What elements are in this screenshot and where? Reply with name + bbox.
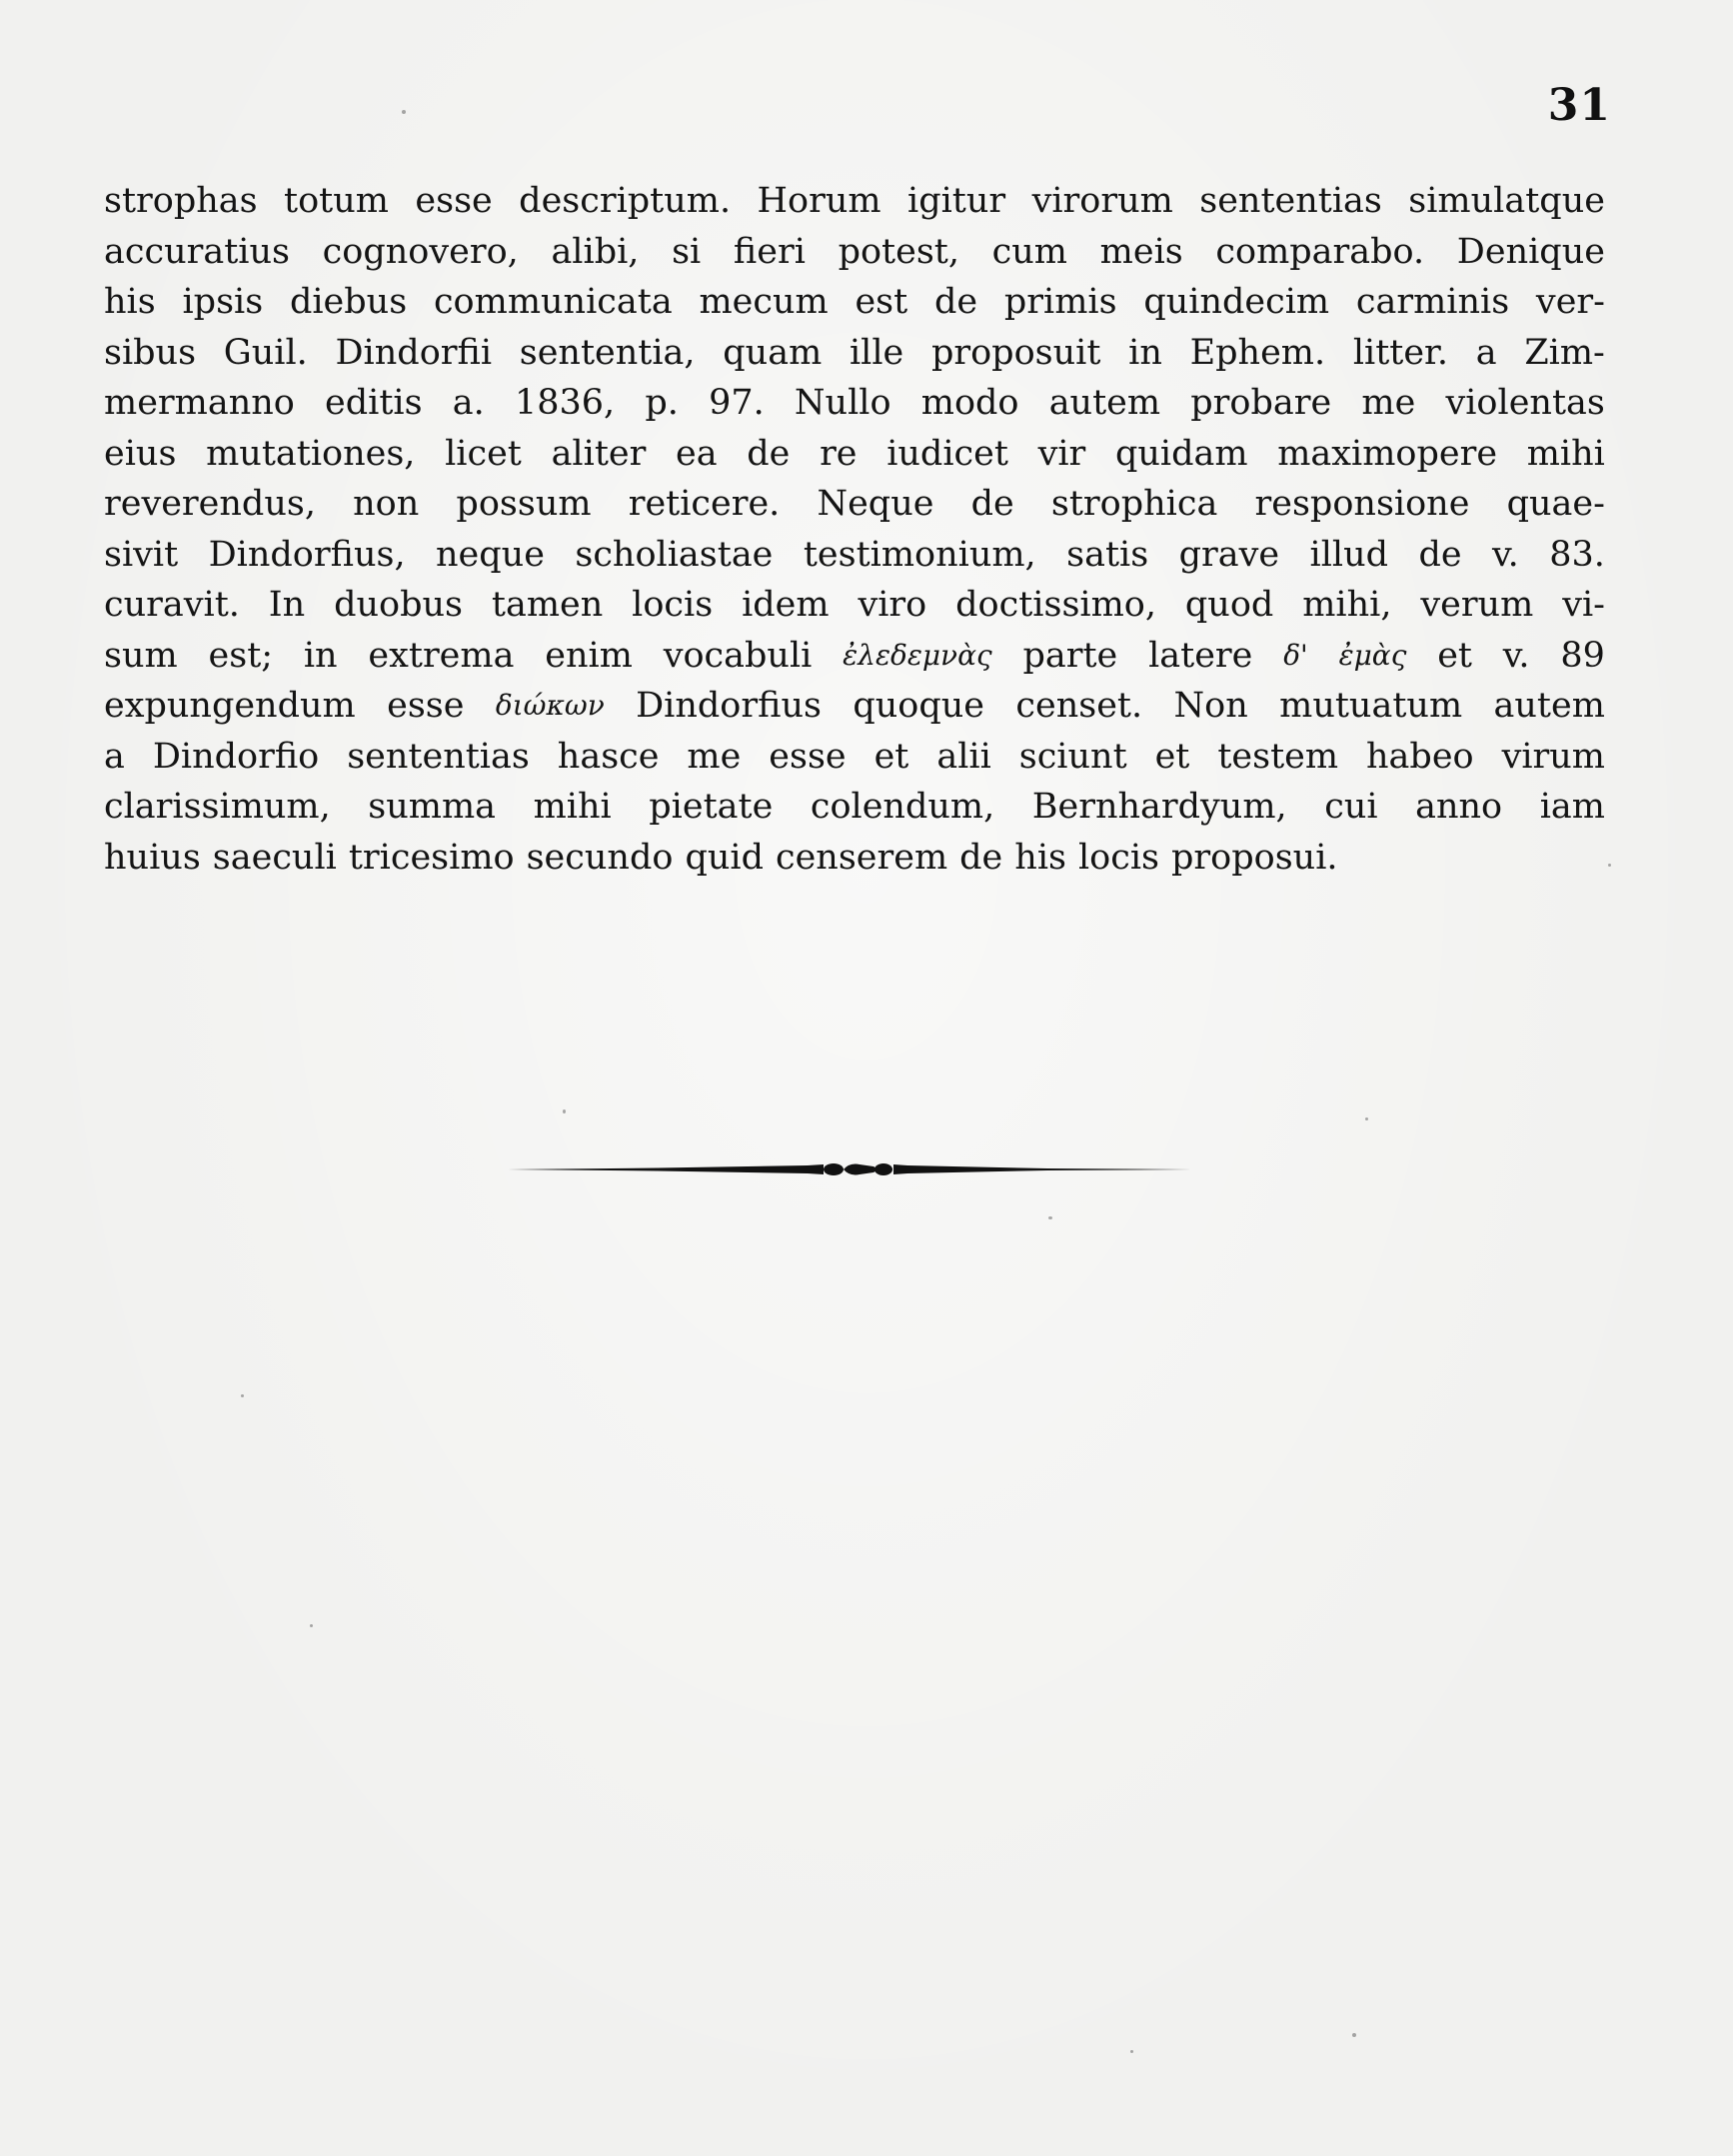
word: strophica — [1050, 484, 1218, 524]
word: locis — [1077, 837, 1160, 878]
word: violentas — [1445, 383, 1605, 423]
text-line — [104, 277, 1605, 328]
text-line — [104, 833, 1605, 884]
word: esse — [769, 736, 847, 777]
word: ἐλεδεμνὰς — [843, 638, 992, 672]
text-line — [104, 328, 1605, 379]
word: 97. — [709, 383, 765, 423]
word: cum — [991, 231, 1067, 272]
word: responsione — [1254, 484, 1470, 524]
word: de — [1418, 534, 1462, 575]
word: quid — [685, 837, 764, 878]
word: Denique — [1456, 231, 1605, 272]
word: huius — [104, 837, 201, 878]
word: possum — [456, 484, 592, 524]
word: ἐμὰς — [1338, 638, 1407, 672]
word: iam — [1539, 787, 1605, 827]
word: litter. — [1352, 332, 1449, 373]
word: sivit — [104, 534, 179, 575]
word: me — [687, 736, 742, 777]
text-line — [104, 631, 1605, 682]
word: sententias — [1199, 181, 1382, 221]
word: strophas — [104, 181, 258, 221]
word: anno — [1415, 787, 1503, 827]
word: non — [353, 484, 420, 524]
word: est; — [208, 635, 274, 676]
word: vocabuli — [663, 635, 813, 676]
word: Guil. — [223, 332, 308, 373]
word: re — [820, 433, 858, 474]
word: tricesimo — [348, 837, 515, 878]
word: de — [933, 282, 978, 322]
word: censet. — [1015, 686, 1143, 726]
word: extrema — [368, 635, 515, 676]
word: sibus — [104, 332, 197, 373]
word: primis — [1003, 282, 1117, 322]
word: esse — [387, 686, 465, 726]
word: licet — [445, 433, 522, 474]
word: sciunt — [1018, 736, 1127, 777]
word: et — [873, 736, 909, 777]
word: locis — [632, 585, 714, 625]
text-line — [104, 732, 1605, 783]
word: enim — [545, 635, 633, 676]
word: duobus — [334, 585, 463, 625]
word: autem — [1048, 383, 1161, 423]
word: expungendum — [104, 686, 356, 726]
word: διώκων — [495, 689, 605, 722]
word: hasce — [557, 736, 660, 777]
word: pietate — [649, 787, 774, 827]
word: Ephem. — [1189, 332, 1326, 373]
word: virorum — [1031, 181, 1173, 221]
word: δ' — [1283, 638, 1308, 672]
word: In — [268, 585, 306, 625]
word: tamen — [491, 585, 604, 625]
word: mihi — [1526, 433, 1605, 474]
word: saeculi — [212, 837, 337, 878]
word: quod — [1184, 585, 1274, 625]
word: modo — [920, 383, 1019, 423]
word: scholiastae — [575, 534, 774, 575]
word: ille — [849, 332, 904, 373]
word: virum — [1501, 736, 1605, 777]
word: mihi — [533, 787, 612, 827]
word: carminis — [1355, 282, 1510, 322]
word: quam — [723, 332, 823, 373]
text-line — [104, 227, 1605, 278]
word: comparabo. — [1215, 231, 1425, 272]
word: et — [1154, 736, 1190, 777]
word: grave — [1178, 534, 1280, 575]
page-number: 31 — [1547, 80, 1611, 131]
text-line — [104, 782, 1605, 833]
word: idem — [742, 585, 830, 625]
text-line — [104, 530, 1605, 581]
word: vir — [1037, 433, 1086, 474]
word: mecum — [699, 282, 829, 322]
word: mihi, — [1302, 585, 1392, 625]
word: Dindorfii — [335, 332, 493, 373]
word: sententia, — [519, 332, 696, 373]
word: cui — [1324, 787, 1378, 827]
word: mutuatum — [1279, 686, 1463, 726]
word: Zim- — [1524, 332, 1605, 373]
word: testem — [1217, 736, 1339, 777]
word: aliter — [551, 433, 647, 474]
word: colendum, — [810, 787, 995, 827]
word: Neque — [817, 484, 934, 524]
word: 89 — [1560, 635, 1605, 676]
word: latere — [1148, 635, 1253, 676]
text-line — [104, 580, 1605, 631]
word: parte — [1022, 635, 1118, 676]
word: meis — [1099, 231, 1183, 272]
word: accuratius — [104, 231, 290, 272]
word: sententias — [347, 736, 530, 777]
word: iudicet — [886, 433, 1008, 474]
word: Nullo — [794, 383, 891, 423]
word: editis — [325, 383, 423, 423]
word: v. — [1502, 635, 1530, 676]
word: alibi, — [551, 231, 640, 272]
word: fieri — [733, 231, 806, 272]
text-line — [104, 681, 1605, 732]
word: Non — [1173, 686, 1248, 726]
word: proposuit — [930, 332, 1101, 373]
word: 83. — [1549, 534, 1605, 575]
word: sum — [104, 635, 178, 676]
word: de — [747, 433, 791, 474]
word: eius — [104, 433, 177, 474]
word: esse — [415, 181, 493, 221]
word: et — [1437, 635, 1472, 676]
ornamental-rule — [508, 1157, 1191, 1181]
word: habeo — [1366, 736, 1474, 777]
word: censerem — [775, 837, 948, 878]
word: potest, — [838, 231, 959, 272]
word: in — [1128, 332, 1162, 373]
word: a — [104, 736, 125, 777]
word: p. — [645, 383, 679, 423]
word: quae- — [1506, 484, 1605, 524]
word: his — [1014, 837, 1066, 878]
word: descriptum. — [519, 181, 732, 221]
word: diebus — [289, 282, 408, 322]
word: simulatque — [1408, 181, 1605, 221]
word: alii — [936, 736, 991, 777]
word: illud — [1309, 534, 1389, 575]
word: est — [855, 282, 908, 322]
text-line — [104, 378, 1605, 429]
word: mutationes, — [206, 433, 416, 474]
word: Dindorfius — [636, 686, 822, 726]
word: viro — [858, 585, 927, 625]
word: totum — [284, 181, 389, 221]
word: mermanno — [104, 383, 295, 423]
word: in — [303, 635, 338, 676]
word: curavit. — [104, 585, 240, 625]
word: quindecim — [1143, 282, 1330, 322]
word: reverendus, — [104, 484, 316, 524]
word: summa — [368, 787, 497, 827]
word: Horum — [757, 181, 881, 221]
word: a — [1475, 332, 1497, 373]
word: Bernhardyum, — [1031, 787, 1287, 827]
word: Dindorfius, — [208, 534, 406, 575]
word: doctissimo, — [955, 585, 1156, 625]
word: cognovero, — [322, 231, 519, 272]
body-text — [104, 176, 1605, 883]
word: ipsis — [182, 282, 264, 322]
word: testimonium, — [803, 534, 1036, 575]
text-line — [104, 479, 1605, 530]
word: me — [1361, 383, 1416, 423]
word: secundo — [526, 837, 674, 878]
word: clarissimum, — [104, 787, 331, 827]
word: Dindorfio — [152, 736, 320, 777]
word: ver- — [1535, 282, 1605, 322]
word: de — [959, 837, 1003, 878]
word: de — [970, 484, 1014, 524]
word: verum — [1420, 585, 1534, 625]
text-line — [104, 429, 1605, 480]
word: a. — [452, 383, 485, 423]
word: ea — [676, 433, 718, 474]
word: v. — [1492, 534, 1519, 575]
word: igitur — [907, 181, 1006, 221]
word: neque — [436, 534, 545, 575]
word: probare — [1190, 383, 1332, 423]
word: proposui. — [1171, 837, 1338, 878]
word: vi- — [1562, 585, 1605, 625]
word: 1836, — [514, 383, 616, 423]
word: communicata — [433, 282, 673, 322]
word: maximopere — [1277, 433, 1498, 474]
word: his — [104, 282, 156, 322]
word: autem — [1493, 686, 1605, 726]
word: reticere. — [628, 484, 781, 524]
text-line — [104, 176, 1605, 227]
word: quoque — [853, 686, 985, 726]
word: si — [672, 231, 702, 272]
word: satis — [1066, 534, 1149, 575]
word: quidam — [1114, 433, 1248, 474]
